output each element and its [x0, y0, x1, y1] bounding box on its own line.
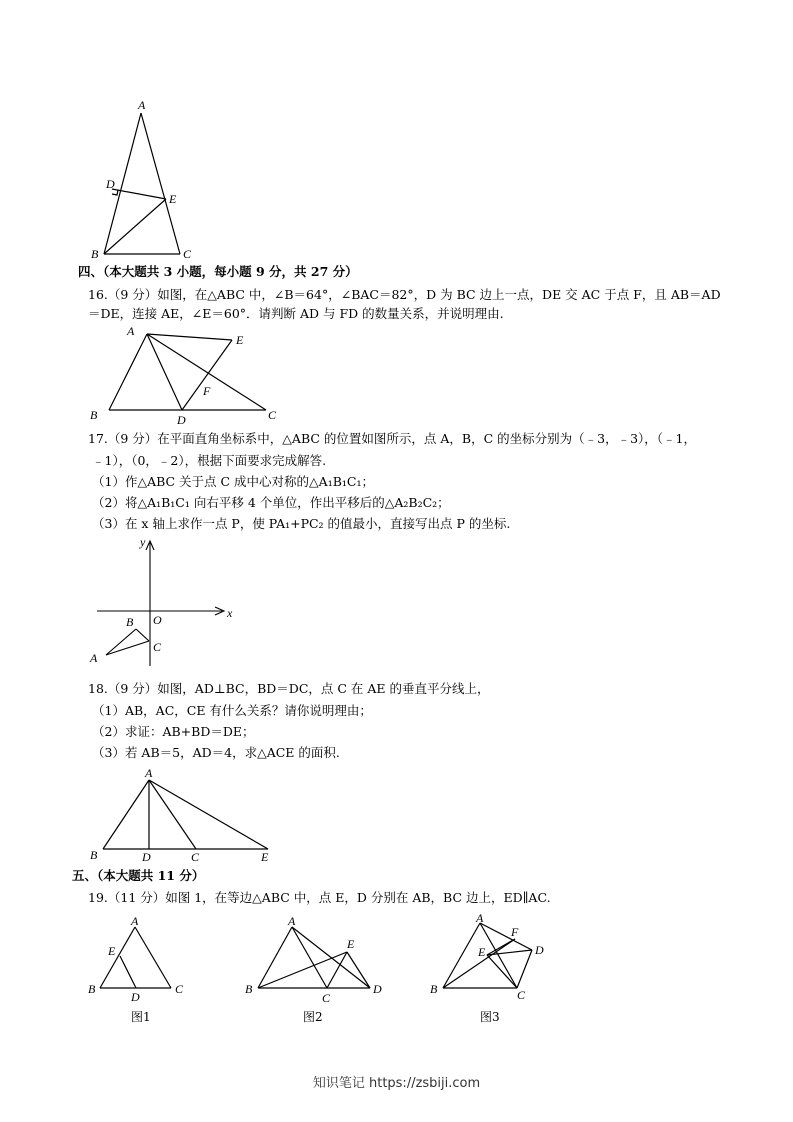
fig17-label-y: y — [140, 535, 146, 549]
fig16-label-b: B — [90, 408, 98, 422]
fig18-label-c: C — [191, 850, 200, 864]
fig19-2-label-a: A — [288, 914, 296, 928]
q17-text-line1: 17.（9 分）在平面直角坐标系中，△ABC 的位置如图所示，点 A，B，C 的坐标分别为（﹣3，﹣3），（﹣1， — [88, 431, 696, 446]
figure-q19-3-svg — [425, 912, 555, 1027]
fig16-label-a: A — [127, 324, 135, 338]
section-5-heading: 五、（本大题共 11 分） — [72, 868, 205, 883]
q16-text-line2: ＝DE，连接 AE，∠E＝60°．请判断 AD 与 FD 的数量关系，并说明理由. — [88, 306, 504, 321]
q17-text-line2: ﹣1），（0，﹣2），根据下面要求完成解答. — [92, 453, 327, 468]
fig19-3-label-e: E — [478, 945, 486, 959]
section-4-heading: 四、（本大题共 3 小题，每小题 9 分，共 27 分） — [78, 264, 358, 279]
fig17-label-c: C — [153, 640, 162, 654]
fig19-1-label-e: E — [108, 944, 116, 958]
fig16-label-d: D — [177, 413, 186, 427]
fig17-label-x: x — [227, 606, 233, 620]
fig19-1-label-c: C — [175, 982, 184, 996]
fig17-label-b: B — [126, 615, 134, 629]
fig19-1-caption: 图1 — [131, 1010, 151, 1024]
q18-item2: （2）求证：AB+BD＝DE； — [92, 724, 255, 739]
fig19-3-caption: 图3 — [480, 1010, 500, 1024]
fig18-label-b: B — [90, 848, 98, 862]
fig16-label-c: C — [268, 408, 277, 422]
fig17-label-a: A — [90, 651, 98, 665]
q19-text-line1: 19.（11 分）如图 1，在等边△ABC 中，点 E，D 分别在 AB，BC 边上，ED∥AC. — [88, 890, 551, 905]
figure-q16 — [85, 325, 295, 425]
figure-q18-svg — [85, 765, 285, 865]
q17-item2: （2）将△A₁B₁C₁ 向右平移 4 个单位，作出平移后的△A₂B₂C₂； — [92, 495, 450, 510]
fig19-2-caption: 图2 — [303, 1010, 323, 1024]
fig19-1-label-d: D — [131, 990, 140, 1004]
fig15-label-b: B — [91, 247, 99, 261]
fig19-2-label-e: E — [347, 937, 355, 951]
figure-q19-2 — [240, 912, 390, 1027]
fig15-label-a: A — [138, 98, 146, 112]
fig16-label-e: E — [236, 333, 244, 347]
figure-q17 — [85, 535, 245, 670]
q17-item1: （1）作△ABC 关于点 C 成中心对称的△A₁B₁C₁； — [92, 474, 374, 489]
fig18-label-a: A — [145, 766, 153, 780]
fig17-label-o: O — [153, 613, 162, 627]
fig19-3-label-d: D — [535, 943, 544, 957]
figure-q19-1 — [85, 912, 195, 1027]
fig15-label-e: E — [169, 192, 177, 206]
fig19-3-label-a: A — [476, 911, 484, 925]
fig15-label-d: D — [106, 177, 115, 191]
q16-text-line1: 16.（9 分）如图，在△ABC 中，∠B＝64°，∠BAC＝82°，D 为 BC 边上一点，DE 交 AC 于点 F，且 AB＝AD — [88, 287, 721, 302]
figure-q15 — [80, 95, 220, 265]
fig19-3-label-b: B — [430, 982, 438, 996]
fig19-2-label-d: D — [373, 982, 382, 996]
fig19-3-label-c: C — [517, 988, 526, 1002]
fig19-1-label-b: B — [88, 982, 96, 996]
q17-item3: （3）在 x 轴上求作一点 P，使 PA₁+PC₂ 的值最小，直接写出点 P 的坐标. — [92, 516, 511, 531]
fig15-label-c: C — [183, 247, 192, 261]
fig18-label-d: D — [142, 850, 151, 864]
figure-q18 — [85, 765, 285, 865]
figure-q19-1-svg — [85, 912, 195, 1027]
q18-item1: （1）AB，AC，CE 有什么关系？请你说明理由； — [92, 703, 372, 718]
figure-q17-svg — [85, 535, 245, 670]
q18-item3: （3）若 AB＝5，AD＝4，求△ACE 的面积. — [92, 745, 340, 760]
fig18-label-e: E — [261, 850, 269, 864]
figure-q19-2-svg — [240, 912, 390, 1027]
figure-q15-svg — [80, 95, 220, 265]
page-footer: 知识笔记 https://zsbiji.com — [312, 1076, 481, 1091]
figure-q19-3 — [425, 912, 555, 1027]
fig19-2-label-b: B — [245, 982, 253, 996]
fig16-label-f: F — [203, 384, 211, 398]
fig19-1-label-a: A — [131, 914, 139, 928]
fig19-3-label-f: F — [511, 925, 519, 939]
figure-q16-svg — [85, 325, 295, 425]
fig19-2-label-c: C — [322, 991, 331, 1005]
q18-text-line1: 18.（9 分）如图，AD⊥BC，BD＝DC，点 C 在 AE 的垂直平分线上， — [88, 681, 490, 696]
